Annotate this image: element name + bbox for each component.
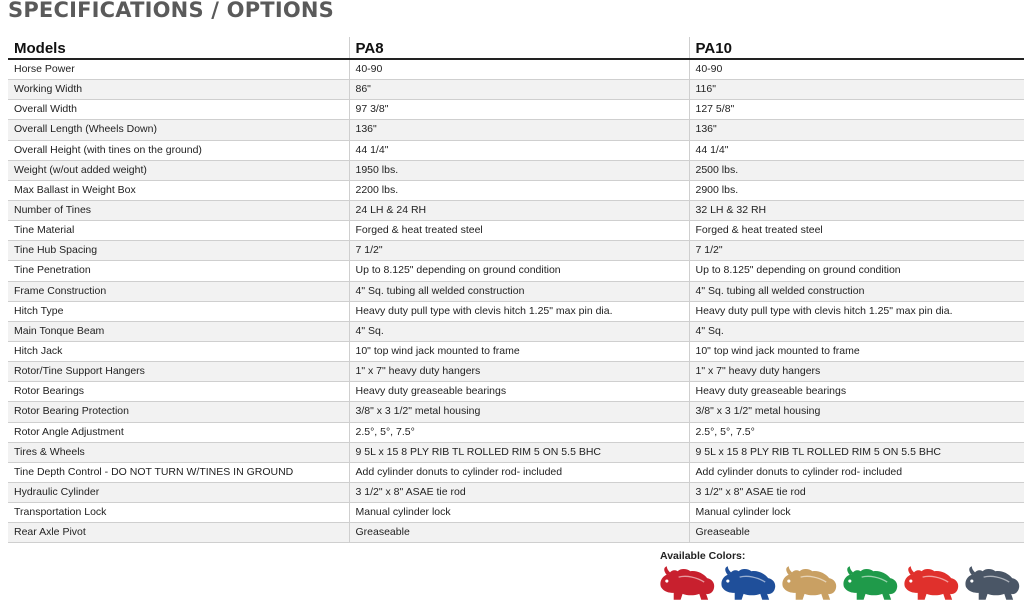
spec-name-cell: Rotor/Tine Support Hangers xyxy=(8,362,349,382)
column-header-models: Models xyxy=(8,37,349,59)
table-row xyxy=(8,301,1024,321)
spec-name-cell: Overall Width xyxy=(8,100,349,120)
pa8-value-cell: 4" Sq. xyxy=(349,321,689,341)
pa8-value-cell: 1" x 7" heavy duty hangers xyxy=(349,362,689,382)
pa8-value-cell: 2.5°, 5°, 7.5° xyxy=(349,422,689,442)
pa10-value-cell: 136" xyxy=(689,120,1024,140)
bull-logo-icon xyxy=(901,565,960,603)
column-header-pa10: PA10 xyxy=(689,37,1024,59)
page-title: SPECIFICATIONS / OPTIONS xyxy=(8,0,334,22)
pa8-value-cell: Manual cylinder lock xyxy=(349,503,689,523)
pa10-value-cell: 4" Sq. tubing all welded construction xyxy=(689,281,1024,301)
table-row xyxy=(8,442,1024,462)
spec-name-cell: Working Width xyxy=(8,80,349,100)
spec-name-cell: Tine Material xyxy=(8,221,349,241)
table-row xyxy=(8,160,1024,180)
pa10-value-cell: Manual cylinder lock xyxy=(689,503,1024,523)
pa8-value-cell: 136" xyxy=(349,120,689,140)
pa8-value-cell: 4" Sq. tubing all welded construction xyxy=(349,281,689,301)
pa8-value-cell: 3/8" x 3 1/2" metal housing xyxy=(349,402,689,422)
pa10-value-cell: 2.5°, 5°, 7.5° xyxy=(689,422,1024,442)
pa10-value-cell: 3/8" x 3 1/2" metal housing xyxy=(689,402,1024,422)
spec-name-cell: Rotor Angle Adjustment xyxy=(8,422,349,442)
pa8-value-cell: 44 1/4" xyxy=(349,140,689,160)
pa10-value-cell: 2900 lbs. xyxy=(689,180,1024,200)
table-row xyxy=(8,462,1024,482)
bull-logo-icon xyxy=(718,565,777,603)
table-row xyxy=(8,261,1024,281)
table-row xyxy=(8,321,1024,341)
spec-name-cell: Max Ballast in Weight Box xyxy=(8,180,349,200)
table-row xyxy=(8,482,1024,502)
table-row xyxy=(8,281,1024,301)
spec-name-cell: Horse Power xyxy=(8,59,349,80)
pa8-value-cell: 10" top wind jack mounted to frame xyxy=(349,341,689,361)
pa10-value-cell: 10" top wind jack mounted to frame xyxy=(689,341,1024,361)
pa10-value-cell: 7 1/2" xyxy=(689,241,1024,261)
pa10-value-cell: 3 1/2" x 8" ASAE tie rod xyxy=(689,482,1024,502)
table-row xyxy=(8,241,1024,261)
spec-name-cell: Tine Hub Spacing xyxy=(8,241,349,261)
table-row xyxy=(8,221,1024,241)
table-row xyxy=(8,402,1024,422)
pa10-value-cell: 2500 lbs. xyxy=(689,160,1024,180)
pa10-value-cell: Add cylinder donuts to cylinder rod- included xyxy=(689,462,1024,482)
pa10-value-cell: 9 5L x 15 8 PLY RIB TL ROLLED RIM 5 ON 5.5 BHC xyxy=(689,442,1024,462)
table-row xyxy=(8,362,1024,382)
spec-name-cell: Tine Depth Control - DO NOT TURN W/TINES IN GROUND xyxy=(8,462,349,482)
bull-logo-icon xyxy=(840,565,899,603)
spec-name-cell: Number of Tines xyxy=(8,200,349,220)
table-body xyxy=(8,59,1024,543)
pa8-value-cell: 3 1/2" x 8" ASAE tie rod xyxy=(349,482,689,502)
spec-name-cell: Tires & Wheels xyxy=(8,442,349,462)
pa10-value-cell: Heavy duty greaseable bearings xyxy=(689,382,1024,402)
pa8-value-cell: 1950 lbs. xyxy=(349,160,689,180)
bull-logo-icon xyxy=(779,565,838,603)
table-row xyxy=(8,180,1024,200)
spec-name-cell: Rotor Bearing Protection xyxy=(8,402,349,422)
table-row xyxy=(8,100,1024,120)
bull-logo-icon xyxy=(657,565,716,603)
column-header-pa8: PA8 xyxy=(349,37,689,59)
spec-name-cell: Overall Length (Wheels Down) xyxy=(8,120,349,140)
table-row xyxy=(8,341,1024,361)
spec-name-cell: Hitch Jack xyxy=(8,341,349,361)
pa8-value-cell: 40-90 xyxy=(349,59,689,80)
spec-name-cell: Hitch Type xyxy=(8,301,349,321)
table-row xyxy=(8,422,1024,442)
pa10-value-cell: 4" Sq. xyxy=(689,321,1024,341)
pa10-value-cell: 1" x 7" heavy duty hangers xyxy=(689,362,1024,382)
spec-name-cell: Rotor Bearings xyxy=(8,382,349,402)
table-header-row xyxy=(8,37,1024,59)
pa10-value-cell: 32 LH & 32 RH xyxy=(689,200,1024,220)
table-row xyxy=(8,120,1024,140)
table-row xyxy=(8,382,1024,402)
spec-name-cell: Overall Height (with tines on the ground) xyxy=(8,140,349,160)
pa10-value-cell: Greaseable xyxy=(689,523,1024,543)
pa8-value-cell: 9 5L x 15 8 PLY RIB TL ROLLED RIM 5 ON 5.5 BHC xyxy=(349,442,689,462)
pa10-value-cell: 116" xyxy=(689,80,1024,100)
color-swatches xyxy=(657,565,1021,603)
table-row xyxy=(8,200,1024,220)
pa10-value-cell: 44 1/4" xyxy=(689,140,1024,160)
spec-name-cell: Tine Penetration xyxy=(8,261,349,281)
table-row xyxy=(8,59,1024,80)
pa10-value-cell: Up to 8.125" depending on ground condition xyxy=(689,261,1024,281)
pa8-value-cell: Heavy duty greaseable bearings xyxy=(349,382,689,402)
pa8-value-cell: 2200 lbs. xyxy=(349,180,689,200)
pa10-value-cell: Heavy duty pull type with clevis hitch 1.25" max pin dia. xyxy=(689,301,1024,321)
pa8-value-cell: 97 3/8" xyxy=(349,100,689,120)
spec-table xyxy=(8,37,1024,543)
pa8-value-cell: 7 1/2" xyxy=(349,241,689,261)
pa10-value-cell: Forged & heat treated steel xyxy=(689,221,1024,241)
table-row xyxy=(8,140,1024,160)
pa8-value-cell: Up to 8.125" depending on ground condition xyxy=(349,261,689,281)
spec-name-cell: Hydraulic Cylinder xyxy=(8,482,349,502)
pa8-value-cell: Forged & heat treated steel xyxy=(349,221,689,241)
pa10-value-cell: 40-90 xyxy=(689,59,1024,80)
spec-name-cell: Rear Axle Pivot xyxy=(8,523,349,543)
bull-logo-icon xyxy=(962,565,1021,603)
pa8-value-cell: 24 LH & 24 RH xyxy=(349,200,689,220)
spec-name-cell: Frame Construction xyxy=(8,281,349,301)
spec-name-cell: Transportation Lock xyxy=(8,503,349,523)
table-row xyxy=(8,80,1024,100)
spec-name-cell: Weight (w/out added weight) xyxy=(8,160,349,180)
pa8-value-cell: Greaseable xyxy=(349,523,689,543)
pa10-value-cell: 127 5/8" xyxy=(689,100,1024,120)
pa8-value-cell: Add cylinder donuts to cylinder rod- included xyxy=(349,462,689,482)
pa8-value-cell: Heavy duty pull type with clevis hitch 1.25" max pin dia. xyxy=(349,301,689,321)
table-row xyxy=(8,523,1024,543)
table-row xyxy=(8,503,1024,523)
spec-name-cell: Main Tonque Beam xyxy=(8,321,349,341)
pa8-value-cell: 86" xyxy=(349,80,689,100)
available-colors-label: Available Colors: xyxy=(660,550,746,562)
